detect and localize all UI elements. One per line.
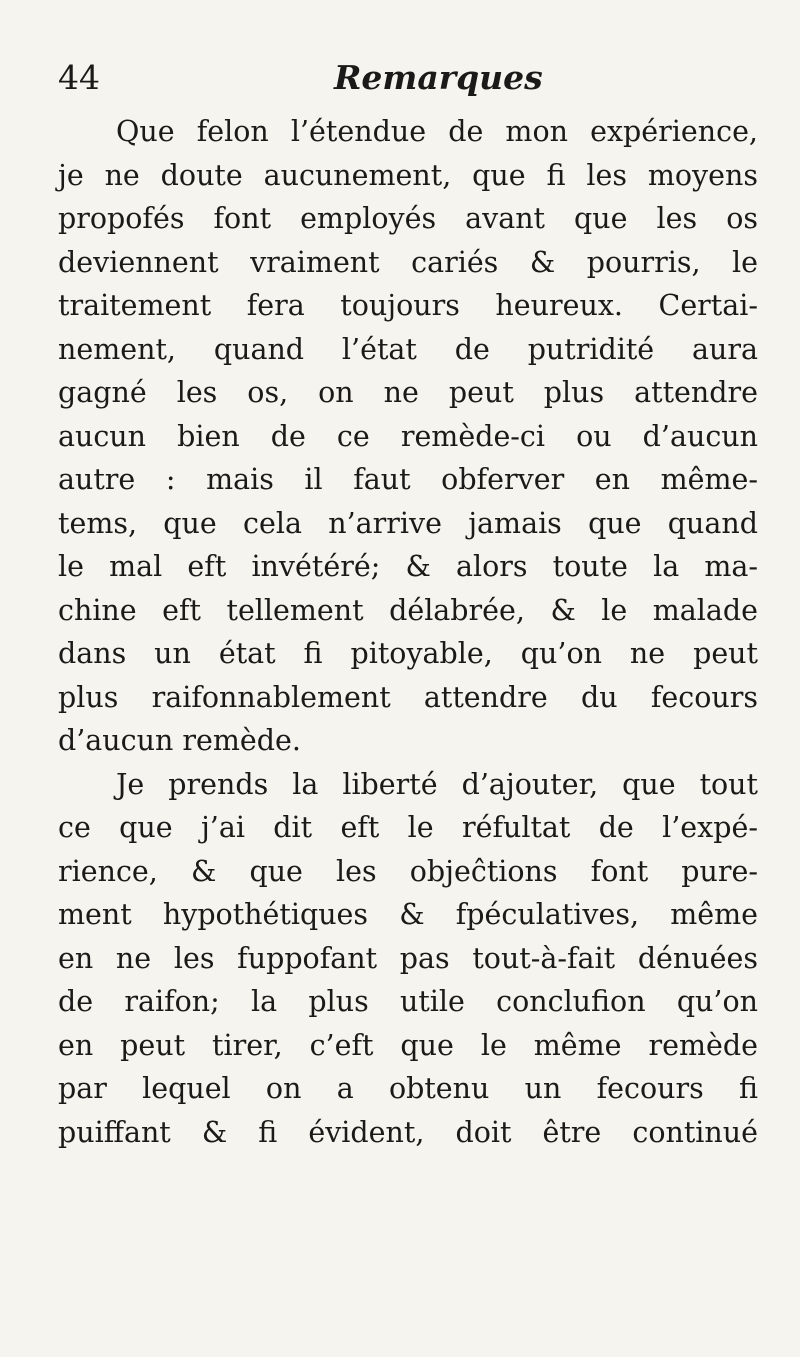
text-line: en ne les fuppofant pas tout-à-fait dénuées [58,941,758,975]
text-line: dans un état fi pitoyable, qu’on ne peut [58,637,758,670]
text-line: tems, que cela n’arrive jamais que quand [58,506,758,540]
text-line: je ne doute aucunement, que fi les moyens [58,158,758,192]
text-line: autre : mais il faut obferver en même- [58,463,758,496]
text-line: Que felon l’étendue de mon expérience, [116,115,758,148]
text-line: par lequel on a obtenu un fecours fi [58,1072,758,1105]
text-line: puiffant & fi évident, doit être continué [58,1115,758,1149]
page-number: 44 [58,58,100,97]
text-line: ment hypothétiques & fpéculatives, même [58,898,758,931]
text-line: en peut tirer, c’eft que le même remède [58,1028,758,1062]
body-text [58,110,758,1154]
text-line: rience, & que les objeĉtions font pure- [58,854,758,888]
text-line: ce que j’ai dit eft le réfultat de l’expé- [58,811,758,844]
text-line: gagné les os, on ne peut plus attendre [58,376,758,409]
running-head [58,58,618,102]
text-line: deviennent vraiment cariés & pourris, le [58,245,758,279]
text-line: propofés font employés avant que les os [58,202,758,235]
text-line: plus raifonnablement attendre du fecours [58,680,758,714]
text-line: nement, quand l’état de putridité aura [58,332,758,366]
text-line: aucun bien de ce remède-ci ou d’aucun [58,419,758,453]
text-line: d’aucun remède. [58,724,301,757]
text-line: le mal eft invétéré; & alors toute la ma- [58,550,758,583]
text-line: traitement fera toujours heureux. Certai- [58,289,758,322]
text-line: Je prends la liberté d’ajouter, que tout [116,767,758,801]
text-line: chine eft tellement délabrée, & le malade [58,593,758,627]
text-line: de raifon; la plus utile conclufion qu’on [58,985,758,1018]
page-header-title: Remarques [334,58,543,97]
